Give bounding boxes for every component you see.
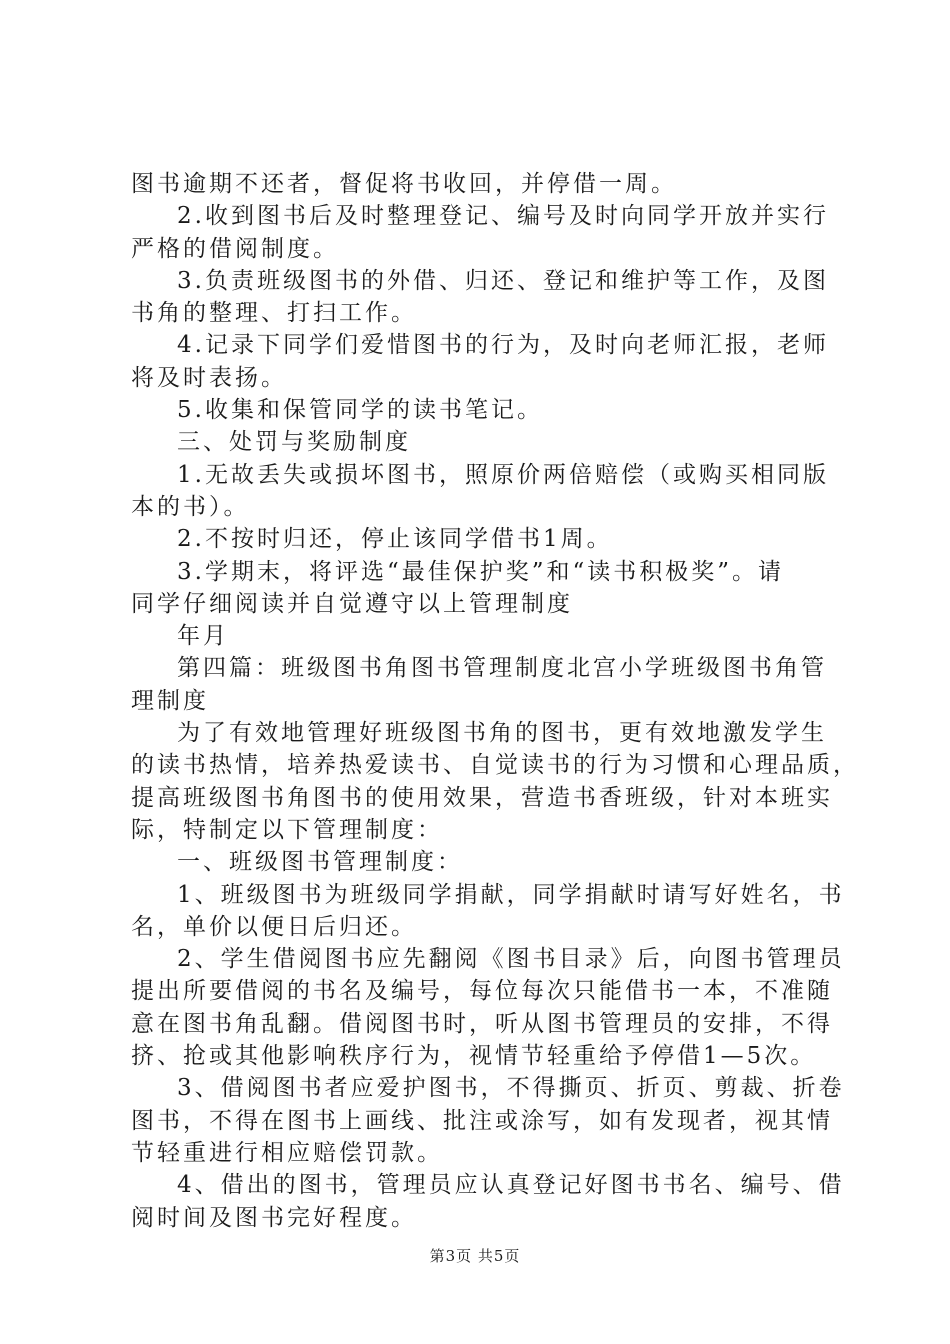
text-line: 2.收到图书后及时整理登记、编号及时向同学开放并实行 (177, 203, 829, 230)
document-body (131, 168, 859, 1234)
text-line: 2、学生借阅图书应先翻阅《图书目录》后，向图书管理员 (177, 946, 845, 973)
text-line: 三、处罚与奖励制度 (177, 429, 411, 456)
text-line: 3.学期末，将评选“最佳保护奖”和“读书积极奖”。请 (177, 558, 784, 585)
text-line: 2.不按时归还，停止该同学借书1周。 (177, 526, 613, 553)
text-line: 本的书）。 (131, 493, 250, 520)
text-line: 际，特制定以下管理制度： (131, 816, 443, 843)
text-line: 1.无故丢失或损坏图书，照原价两倍赔偿（或购买相同版 (177, 461, 829, 488)
text-line: 为了有效地管理好班级图书角的图书，更有效地激发学生 (177, 720, 827, 747)
text-line: 图书逾期不还者，督促将书收回，并停借一周。 (131, 171, 677, 197)
text-line: 4、借出的图书，管理员应认真登记好图书书名、编号、借 (177, 1172, 845, 1199)
text-line: 阅时间及图书完好程度。 (131, 1204, 417, 1231)
text-line: 同学仔细阅读并自觉遵守以上管理制度 (131, 590, 573, 617)
text-line: 意在图书角乱翻。借阅图书时，听从图书管理员的安排，不得 (131, 1010, 833, 1037)
text-line: 一、班级图书管理制度： (177, 849, 463, 876)
text-line: 3、借阅图书者应爱护图书，不得撕页、折页、剪裁、折卷 (177, 1075, 845, 1102)
text-line: 提出所要借阅的书名及编号，每位每次只能借书一本，不准随 (131, 978, 833, 1005)
text-line: 5.收集和保管同学的读书笔记。 (177, 397, 543, 424)
text-line: 名，单价以便日后归还。 (131, 913, 417, 940)
text-line: 将及时表扬。 (131, 364, 287, 391)
text-line: 书角的整理、打扫工作。 (131, 300, 417, 327)
text-line: 1、班级图书为班级同学捐献，同学捐献时请写好姓名，书 (177, 881, 845, 908)
text-line: 年月 (177, 623, 229, 650)
text-line: 第四篇：班级图书角图书管理制度北宫小学班级图书角管 (177, 655, 827, 682)
text-line: 4.记录下同学们爱惜图书的行为，及时向老师汇报，老师 (177, 332, 829, 359)
text-line: 理制度 (131, 687, 209, 714)
text-line: 3.负责班级图书的外借、归还、登记和维护等工作，及图 (177, 267, 829, 294)
text-line: 图书，不得在图书上画线、批注或涂写，如有发现者，视其情 (131, 1107, 833, 1134)
page-footer: 第3页 共5页 (429, 1247, 521, 1265)
text-line: 的读书热情，培养热爱读书、自觉读书的行为习惯和心理品质， (131, 752, 859, 779)
text-line: 节轻重进行相应赔偿罚款。 (131, 1139, 443, 1166)
text-line: 提高班级图书角图书的使用效果，营造书香班级，针对本班实 (131, 784, 833, 811)
text-line: 严格的借阅制度。 (131, 235, 339, 262)
text-line: 挤、抢或其他影响秩序行为，视情节轻重给予停借1—5次。 (131, 1043, 817, 1070)
